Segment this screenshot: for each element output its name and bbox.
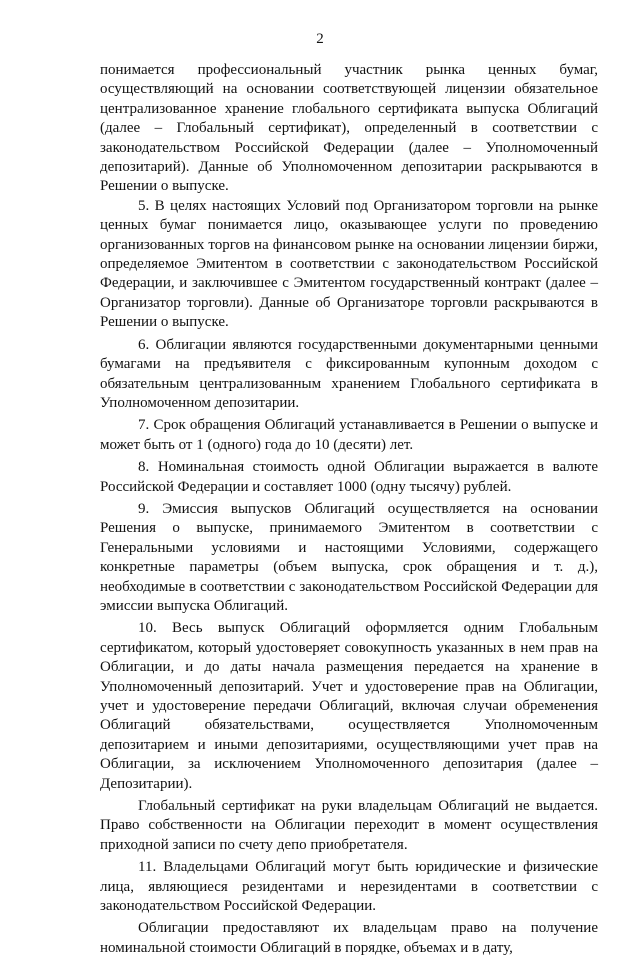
page-number: 2 bbox=[316, 31, 324, 47]
paragraph-item-9: 9. Эмиссия выпусков Облигаций осуществляется на основании Решения о выпуске, принимаемого Эмитентом в соответствии с Генеральными условиями и настоящими Условиями, содержащего конкретные параметры (объем выпуска, срок обращения и т. д.), необходимые в соответствии с законодательством Российской Федерации для эмиссии выпуска Облигаций. bbox=[100, 500, 598, 614]
paragraph-bond-rights: Облигации предоставляют их владельцам право на получение номинальной стоимости Облигаций в порядке, объемах и в дату, bbox=[100, 920, 598, 956]
paragraph-continuation: понимается профессиональный участник рынка ценных бумаг, осуществляющий на основании соответствующей лицензии обязательное централизованное хранение глобального сертификата выпуска Облигаций (далее – Глобальный сертификат), определенный в соответствии с законодательством Российской Федерации (далее – Уполномоченный депозитарий). Данные об Уполномоченном депозитарии раскрываются в Решении о выпуске. bbox=[100, 62, 598, 195]
paragraph-item-7: 7. Срок обращения Облигаций устанавливается в Решении о выпуске и может быть от 1 (одного) года до 10 (десяти) лет. bbox=[100, 417, 598, 453]
paragraph-item-5: 5. В целях настоящих Условий под Организатором торговли на рынке ценных бумаг понимается лицо, оказывающее услуги по проведению организованных торгов на финансовом рынке на основании лицензии биржи, определяемое Эмитентом в соответствии с законодательством Российской Федерации, и заключившее с Эмитентом государственный контракт (далее – Организатор торговли). Данные об Организаторе торговли раскрываются в Решении о выпуске. bbox=[100, 197, 598, 331]
paragraph-global-certificate: Глобальный сертификат на руки владельцам Облигаций не выдается. Право собственности на Облигации переходит в момент осуществления приходной записи по счету депо приобретателя. bbox=[100, 798, 598, 853]
paragraph-item-10: 10. Весь выпуск Облигаций оформляется одним Глобальным сертификатом, который удостоверяет совокупность указанных в нем прав на Облигации, и до даты начала размещения передается на хранение в Уполномоченный депозитарий. Учет и удостоверение прав на Облигации, учет и удостоверение передачи Облигаций, включая случаи обременения Облигаций обязательствами, осуществляется Уполномоченным депозитарием и иными депозитариями, осуществляющими учет прав на Облигации, за исключением Уполномоченного депозитария (далее – Депозитарии). bbox=[100, 620, 598, 792]
paragraph-item-8: 8. Номинальная стоимость одной Облигации выражается в валюте Российской Федерации и составляет 1000 (одну тысячу) рублей. bbox=[100, 459, 598, 495]
paragraph-item-11: 11. Владельцами Облигаций могут быть юридические и физические лица, являющиеся резидентами и нерезидентами в соответствии с законодательством Российской Федерации. bbox=[100, 859, 598, 915]
document-body bbox=[100, 61, 598, 958]
paragraph-item-6: 6. Облигации являются государственными документарными ценными бумагами на предъявителя с фиксированным купонным доходом с обязательным централизованным хранением Глобального сертификата в Уполномоченном депозитарии. bbox=[100, 336, 598, 411]
